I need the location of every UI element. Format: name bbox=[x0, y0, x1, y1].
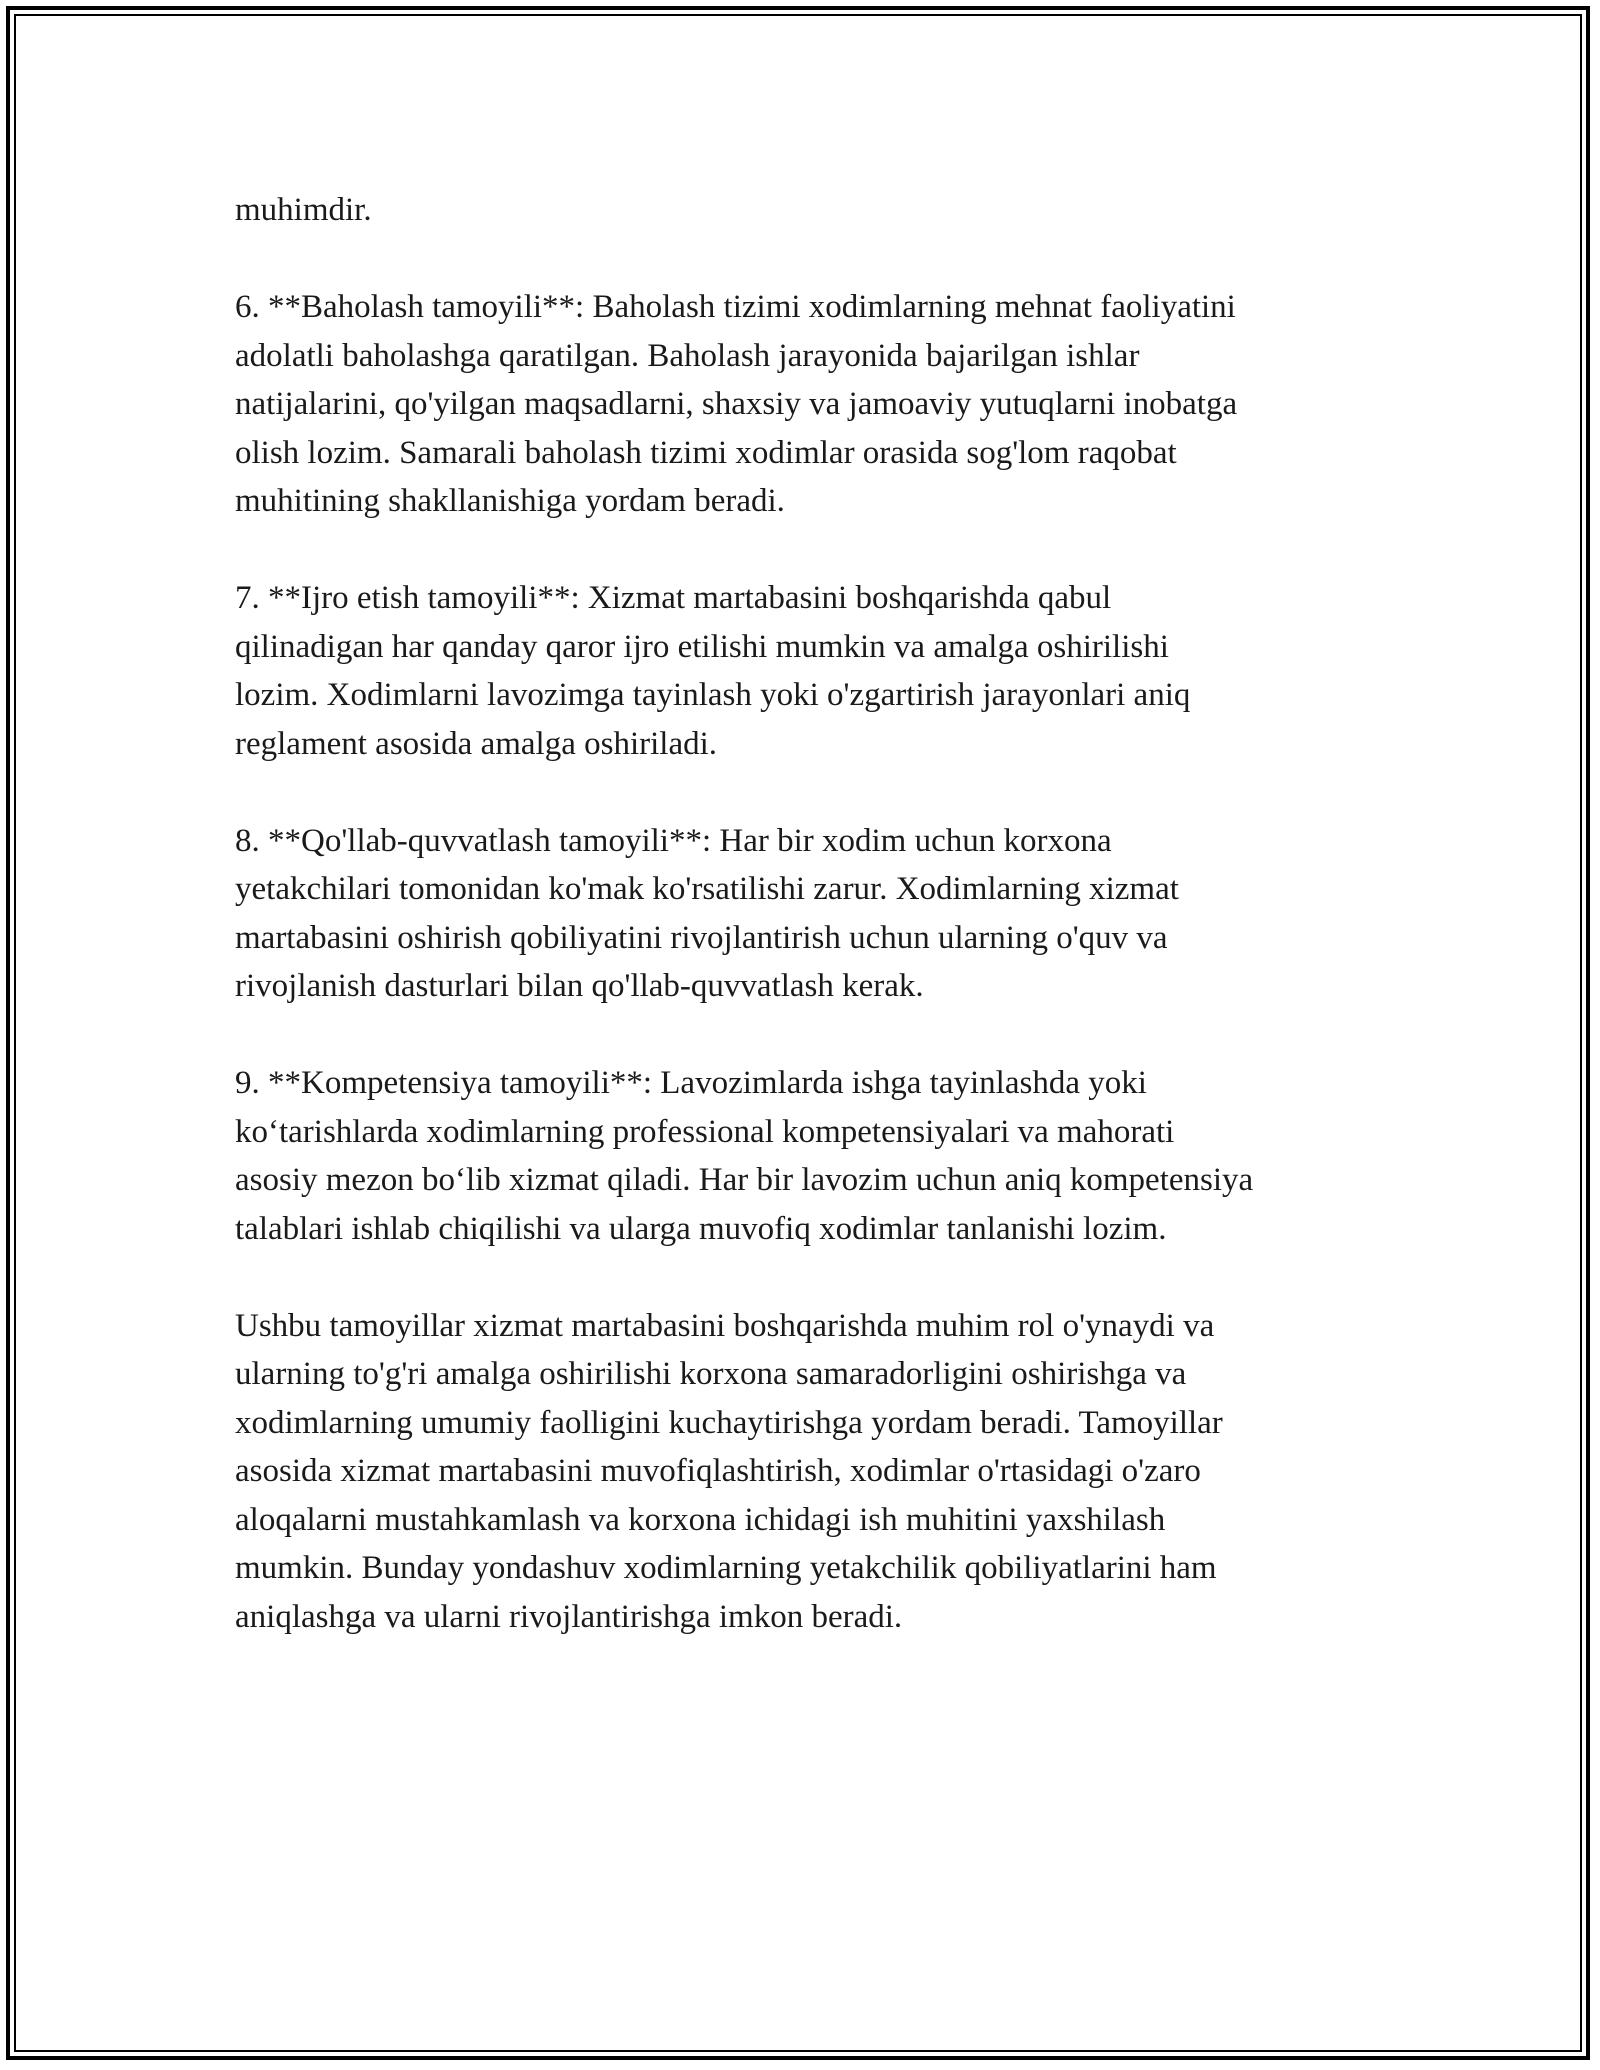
document-body bbox=[235, 186, 1385, 1690]
paragraph-continuation: muhimdir. bbox=[235, 192, 372, 228]
paragraph-conclusion: Ushbu tamoyillar xizmat martabasini boshqarishda muhim rol o'ynaydi va ularning to'g'ri amalga oshirilishi korxona samaradorligini oshirishga va xodimlarning umumiy faolligini kuchaytirishga yordam beradi. Tamoyillar asosida xizmat martabasini muvofiqlashtirish, xodimlar o'rtasidagi o'zaro aloqalarni mustahkamlash va korxona ichidagi ish muhitini yaxshilash mumkin. Bunday yondashuv xodimlarning yetakchilik qobiliyatlarini ham aniqlashga va ularni rivojlantirishga imkon beradi. bbox=[235, 1307, 1223, 1635]
paragraph-qollab-quvvatlash-tamoyili: 8. **Qo'llab-quvvatlash tamoyili**: Har bir xodim uchun korxona yetakchilari tomonidan ko'mak ko'rsatilishi zarur. Xodimlarning xizmat martabasini oshirish qobiliyatini rivojlantirish uchun ularning o'quv va rivojlanish dasturlari bilan qo'llab-quvvatlash kerak. bbox=[235, 822, 1179, 1004]
paragraph-ijro-etish-tamoyili: 7. **Ijro etish tamoyili**: Xizmat martabasini boshqarishda qabul qilinadigan har qanday qaror ijro etilishi mumkin va amalga oshirilishi lozim. Xodimlarni lavozimga tayinlash yoki o'zgartirish jarayonlari aniq reglament asosida amalga oshiriladi. bbox=[235, 580, 1191, 762]
paragraph-kompetensiya-tamoyili: 9. **Kompetensiya tamoyili**: Lavozimlarda ishga tayinlashda yoki ko‘tarishlarda xodimlarning professional kompetensiyalari va mahorati asosiy mezon bo‘lib xizmat qiladi. Har bir lavozim uchun aniq kompetensiya talablari ishlab chiqilishi va ularga muvofiq xodimlar tanlanishi lozim. bbox=[235, 1065, 1254, 1247]
paragraph-baholash-tamoyili: 6. **Baholash tamoyili**: Baholash tizimi xodimlarning mehnat faoliyatini adolatli baholashga qaratilgan. Baholash jarayonida bajarilgan ishlar natijalarini, qo'yilgan maqsadlarni, shaxsiy va jamoaviy yutuqlarni inobatga olish lozim. Samarali baholash tizimi xodimlar orasida sog'lom raqobat muhitining shakllanishiga yordam beradi. bbox=[235, 289, 1238, 519]
